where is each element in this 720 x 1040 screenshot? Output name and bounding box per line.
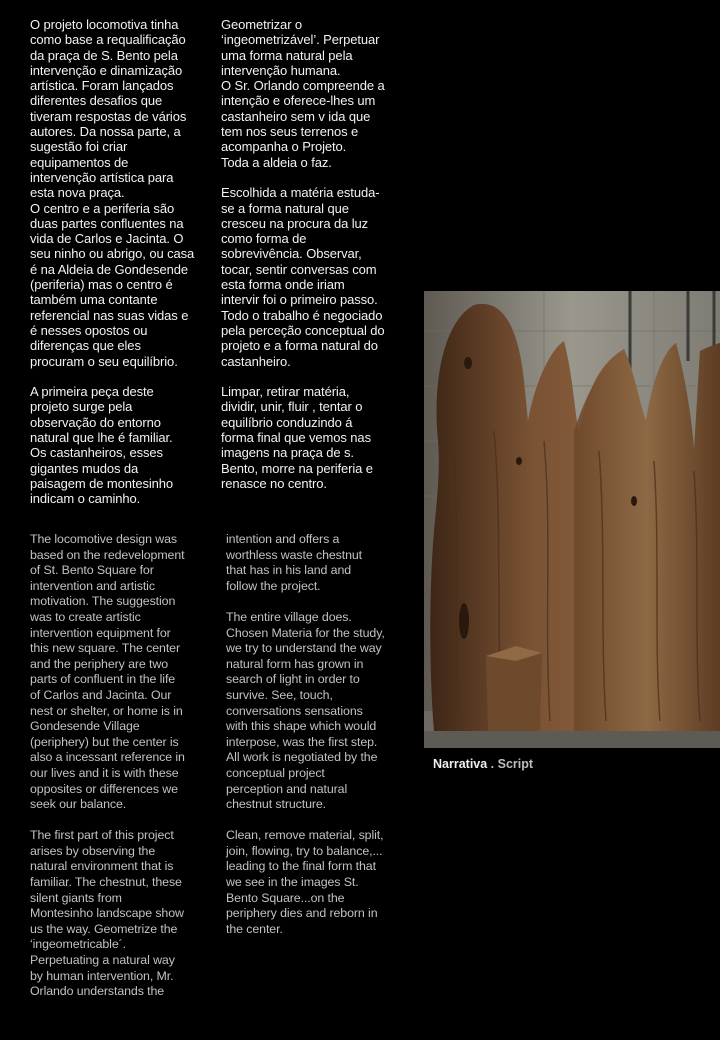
english-text-right: intention and offers a worthless waste chestnut that has in his land and follow the project. The entire village does. Chosen Materia for the study, we try to understand the way natural form has grown in search of light in order to survive. See, touch, conversations sensations with this shape which would interpose, was the first step. All work is negotiated by the conceptual project perception and natural chestnut structure. Clean, remove material, split, join, flowing, try to balance,... leading to the final form that we see in the images St. Bento Square...on the periphery dies and reborn in the center. — [226, 532, 385, 936]
chestnut-sculpture-illustration — [424, 291, 720, 748]
photo-caption — [433, 757, 533, 771]
caption-separator: . — [487, 757, 498, 771]
portuguese-text-left: O projeto locomotiva tinha como base a requalificação da praça de S. Bento pela intervenção e dinamização artística. Foram lançados diferentes desafios que tiveram respostas de vários autores. Da nossa parte, a sugestão foi criar equipamentos de intervenção artística para esta nova praça. O centro e a periferia são duas partes confluentes na vida de Carlos e Jacinta. O seu ninho ou abrigo, ou casa é na Aldeia de Gondesende (periferia) mas o centro é também uma contante referencial nas suas vidas e é nesses opostos ou diferenças que eles procuram o seu equilíbrio. A primeira peça deste projeto surge pela observação do entorno natural que lhe é familiar. Os castanheiros, esses gigantes mudos da paisagem de montesinho indicam o caminho. — [30, 17, 195, 507]
portuguese-text-right: Geometrizar o ‘ingeometrizável’. Perpetuar uma forma natural pela intervenção humana. O Sr. Orlando compreende a intenção e oferece-lhes um castanheiro sem v ida que tem nos seus terrenos e acompanha o Projeto. Toda a aldeia o faz. Escolhida a matéria estuda- se a forma natural que cresceu na procura da luz como forma de sobrevivência. Observar, tocar, sentir conversas com esta forma onde iriam intervir foi o primeiro passo. Todo o trabalho é negociado pela perceção conceptual do projeto e a forma natural do castanheiro. Limpar, retirar matéria, dividir, unir, fluir , tentar o equilíbrio conduzindo á forma final que vemos nas imagens na praça de s. Bento, morre na periferia e renasce no centro. — [221, 17, 385, 491]
chestnut-sculpture-photo — [424, 291, 720, 748]
caption-subtitle: Script — [497, 757, 534, 771]
caption-title: Narrativa — [433, 757, 488, 771]
english-text-left: The locomotive design was based on the redevelopment of St. Bento Square for intervention and artistic motivation. The suggestion was to create artistic intervention equipment for this new square. The center and the periphery are two parts of confluent in the life of Carlos and Jacinta. Our nest or shelter, or home is in Gondesende Village (periphery) but the center is also a incessant reference in our lives and it is with these opposites or differences we seek our balance. The first part of this project arises by observing the natural environment that is familiar. The chestnut, these silent giants from Montesinho landscape show us the way. Geometrize the ‘ingeometricable´. Perpetuating a natural way by human intervention, Mr. Orlando understands the — [30, 532, 185, 999]
